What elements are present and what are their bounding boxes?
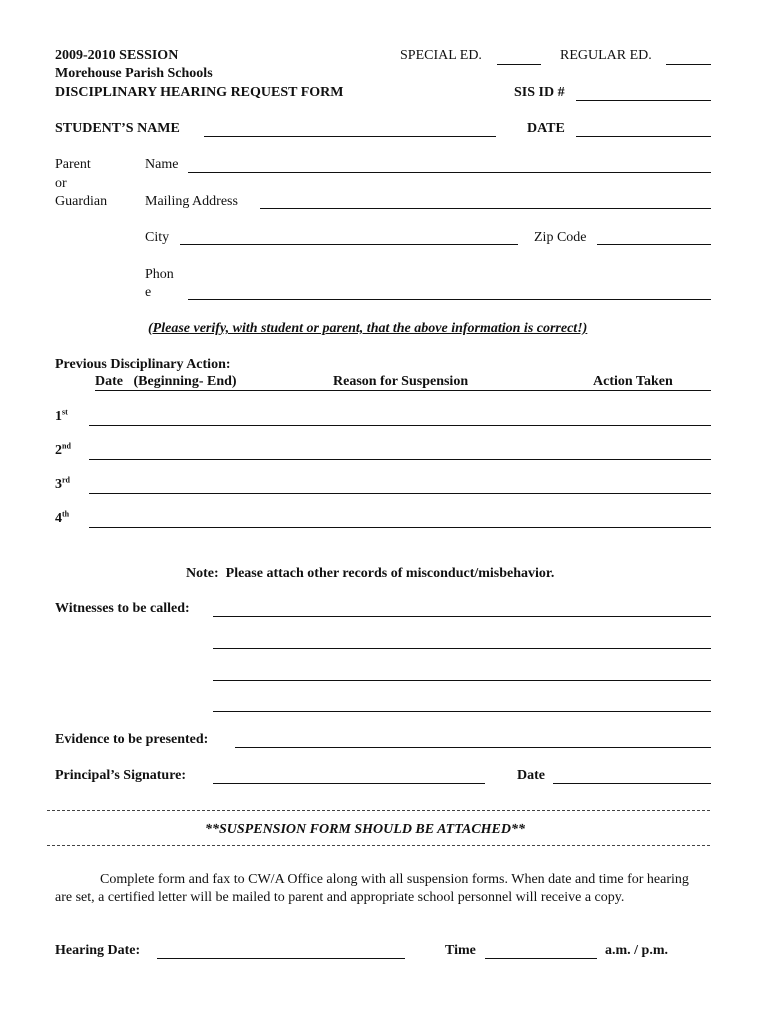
col-date-header: Date (Beginning- End) [95,374,237,389]
hearing-time-field[interactable] [485,958,597,959]
guardian-name-label: Name [145,157,179,172]
regular-ed-field[interactable] [666,64,711,65]
mailing-address-label: Mailing Address [145,194,238,209]
hearing-time-label: Time [445,943,476,958]
student-date-label: DATE [527,121,565,136]
row-2-label: 2nd [55,441,71,458]
evidence-label: Evidence to be presented: [55,732,209,747]
phone-label-2: e [145,285,152,300]
zip-code-field[interactable] [597,244,711,245]
witness-line-3[interactable] [213,680,711,681]
guardian-side-label-3: Guardian [55,194,108,209]
sis-id-label: SIS ID # [514,85,565,100]
principal-date-field[interactable] [553,783,711,784]
guardian-name-field[interactable] [188,172,711,173]
district-name: Morehouse Parish Schools [55,66,213,81]
session-label: 2009-2010 SESSION [55,48,179,63]
phone-label-1: Phon [145,267,174,282]
instructions-paragraph: Complete form and fax to CW/A Office along with all suspension forms. When date and time for hearing are set, a certified letter will be mailed to parent and appropriate school personnel will receive a copy. [55,872,689,905]
table-header-underline [95,390,711,391]
city-label: City [145,230,170,245]
special-ed-field[interactable] [497,64,541,65]
am-pm-label: a.m. / p.m. [605,943,668,958]
row-1-label: 1st [55,407,68,424]
col-reason-header: Reason for Suspension [333,374,469,389]
row-2-field[interactable] [89,459,711,460]
hearing-date-field[interactable] [157,958,405,959]
student-date-field[interactable] [576,136,711,137]
guardian-side-label-1: Parent [55,157,91,172]
student-name-label: STUDENT’S NAME [55,121,180,136]
regular-ed-label: REGULAR ED. [560,48,652,63]
row-4-label: 4th [55,509,70,526]
dashed-rule-bottom [47,845,710,846]
phone-field[interactable] [188,299,711,300]
student-name-field[interactable] [204,136,496,137]
principal-date-label: Date [517,768,545,783]
zip-code-label: Zip Code [534,230,587,245]
guardian-side-label-2: or [55,176,67,191]
special-ed-label: SPECIAL ED. [400,48,482,63]
row-4-field[interactable] [89,527,711,528]
mailing-address-field[interactable] [260,208,711,209]
hearing-date-label: Hearing Date: [55,943,141,958]
row-3-field[interactable] [89,493,711,494]
previous-action-heading: Previous Disciplinary Action: [55,357,231,372]
attach-records-note: Note: Please attach other records of misconduct/misbehavior. [186,566,555,581]
witness-line-2[interactable] [213,648,711,649]
principal-signature-field[interactable] [213,783,485,784]
row-3-label: 3rd [55,475,70,492]
sis-id-field[interactable] [576,100,711,101]
city-field[interactable] [180,244,518,245]
witnesses-label: Witnesses to be called: [55,601,190,616]
suspension-form-note: **SUSPENSION FORM SHOULD BE ATTACHED** [205,822,525,837]
evidence-field[interactable] [235,747,711,748]
witness-line-1[interactable] [213,616,711,617]
col-action-header: Action Taken [593,374,673,389]
row-1-field[interactable] [89,425,711,426]
witness-line-4[interactable] [213,711,711,712]
verify-note: (Please verify, with student or parent, that the above information is correct!) [148,321,588,336]
form-title: DISCIPLINARY HEARING REQUEST FORM [55,85,344,100]
dashed-rule-top [47,810,710,811]
principal-signature-label: Principal’s Signature: [55,768,187,783]
